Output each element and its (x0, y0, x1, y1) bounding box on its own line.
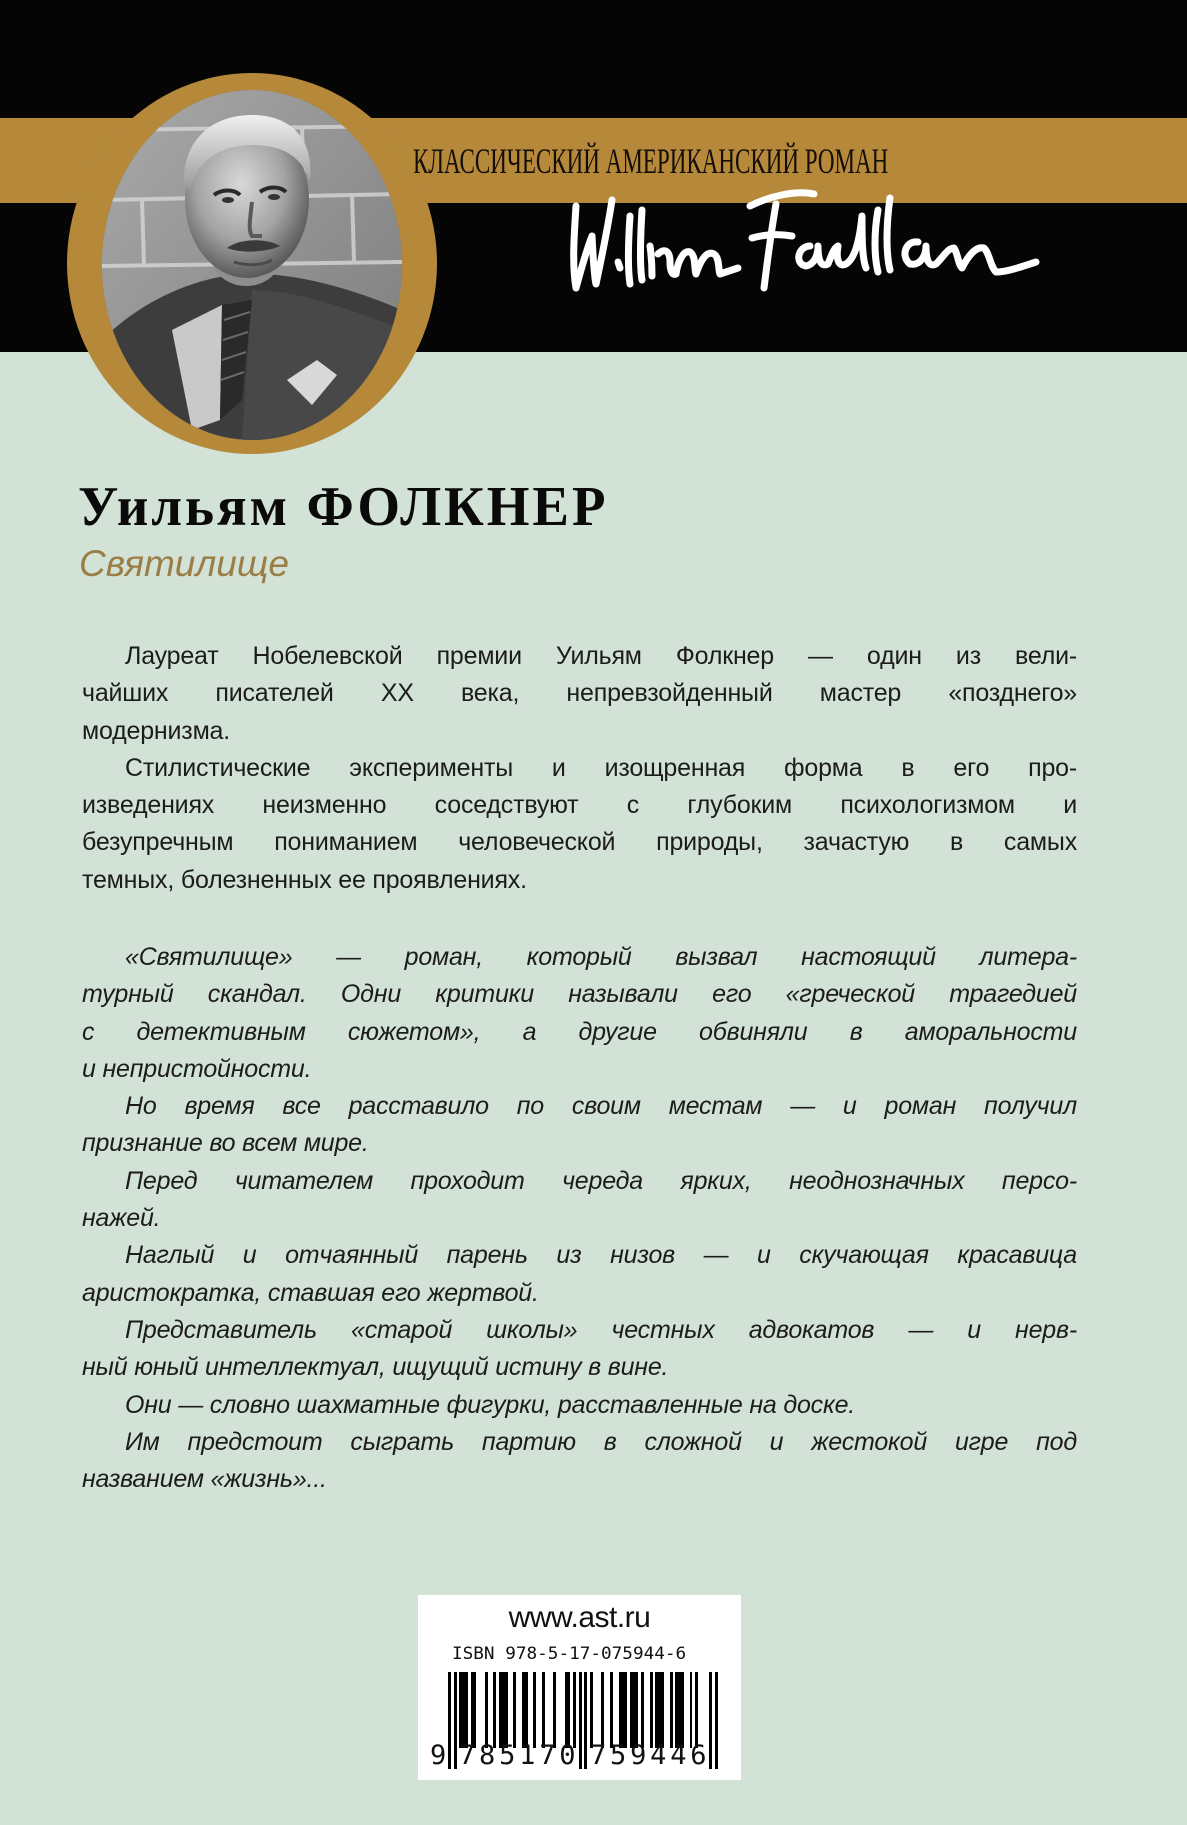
author-signature (566, 176, 1066, 298)
barcode-first-digit: 9 (430, 1740, 447, 1771)
portrait-photo-icon (102, 90, 402, 440)
annotation-line: и непристойности. (82, 1054, 312, 1083)
annotation-body (82, 638, 1077, 899)
barcode-bar (610, 1672, 613, 1748)
barcode-bar (641, 1672, 644, 1748)
annotation-line: чайших писателей XX века, непревзойденный мастер «позднего» (82, 679, 1077, 708)
barcode-bar (565, 1672, 571, 1748)
annotation-line: Перед читателем проходит череда ярких, неоднозначных персо- (125, 1166, 1077, 1195)
annotation-line: Но время все расставило по своим местам — и роман получил (125, 1092, 1077, 1121)
barcode-bar (670, 1672, 673, 1748)
barcode-bar (513, 1672, 516, 1748)
barcode-bar (690, 1672, 693, 1748)
isbn-barcode-block (418, 1595, 741, 1780)
barcode-right-digits: 759446 (590, 1740, 711, 1771)
annotation-line: названием «жизнь»... (82, 1465, 327, 1494)
book-title: Святилище (79, 543, 289, 584)
barcode-bar (695, 1672, 698, 1748)
barcode-bar (573, 1672, 576, 1748)
annotation-line: нажей. (82, 1204, 161, 1233)
barcode-bar (485, 1672, 488, 1748)
barcode-bar (493, 1672, 496, 1748)
annotation-line: Они — словно шахматные фигурки, расставленные на доске. (125, 1390, 856, 1419)
barcode-bar (459, 1672, 468, 1748)
annotation-line: Стилистические эксперименты и изощренная форма в его про- (125, 753, 1077, 782)
annotation-line: Лауреат Нобелевской премии Уильям Фолкнер — один из вели- (125, 642, 1077, 670)
annotation-line: безупречным пониманием человеческой природы, зачастую в самых (82, 828, 1077, 857)
isbn-number: ISBN 978-5-17-075944-6 (452, 1644, 687, 1664)
annotation-line: аристократка, ставшая его жертвой. (82, 1278, 539, 1307)
annotation-line: признание во всем мире. (82, 1129, 369, 1158)
annotation-line: Им предстоит сыграть партию в сложной и жестокой игре под (125, 1427, 1077, 1456)
barcode-bar (630, 1672, 639, 1748)
barcode-left-digits: 785170 (459, 1740, 580, 1771)
barcode-bar (553, 1672, 556, 1748)
series-title: КЛАССИЧЕСКИЙ АМЕРИКАНСКИЙ РОМАН (413, 141, 889, 181)
annotation-line: темных, болезненных ее проявлениях. (82, 865, 527, 894)
annotation-line: модернизма. (82, 716, 231, 745)
annotation-line: Наглый и отчаянный парень из низов — и скучающая красавица (125, 1241, 1077, 1270)
barcode-bar (471, 1672, 477, 1748)
annotation-line: турный скандал. Одни критики называли его «греческой трагедией (82, 980, 1077, 1009)
barcode-digits (430, 1740, 730, 1772)
annotation-line: Представитель «старой школы» честных адвокатов — и нерв- (125, 1315, 1077, 1344)
annotation-line: «Святилище» — роман, который вызвал настоящий литера- (125, 943, 1077, 971)
author-portrait (102, 90, 402, 440)
barcode-bar (601, 1672, 604, 1748)
barcode-bar (650, 1672, 653, 1748)
barcode-bar (655, 1672, 664, 1748)
barcode-bar (675, 1672, 684, 1748)
barcode-bar (499, 1672, 508, 1748)
barcode-bar (590, 1672, 593, 1748)
annotation-line: ный юный интеллектуал, ищущий истину в вине. (82, 1353, 669, 1382)
annotation-line: изведениях неизменно соседствуют с глубоким психологизмом и (82, 791, 1077, 820)
barcode-bar (542, 1672, 545, 1748)
author-name: Уильям ФОЛКНЕР (78, 476, 609, 538)
publisher-url[interactable]: www.ast.ru (508, 1601, 651, 1634)
barcode-bar (619, 1672, 628, 1748)
barcode-bar (533, 1672, 536, 1748)
annotation-italic (82, 939, 1077, 1498)
barcode-bar (522, 1672, 528, 1748)
annotation-line: с детективным сюжетом», а другие обвиняли в аморальности (82, 1017, 1077, 1046)
